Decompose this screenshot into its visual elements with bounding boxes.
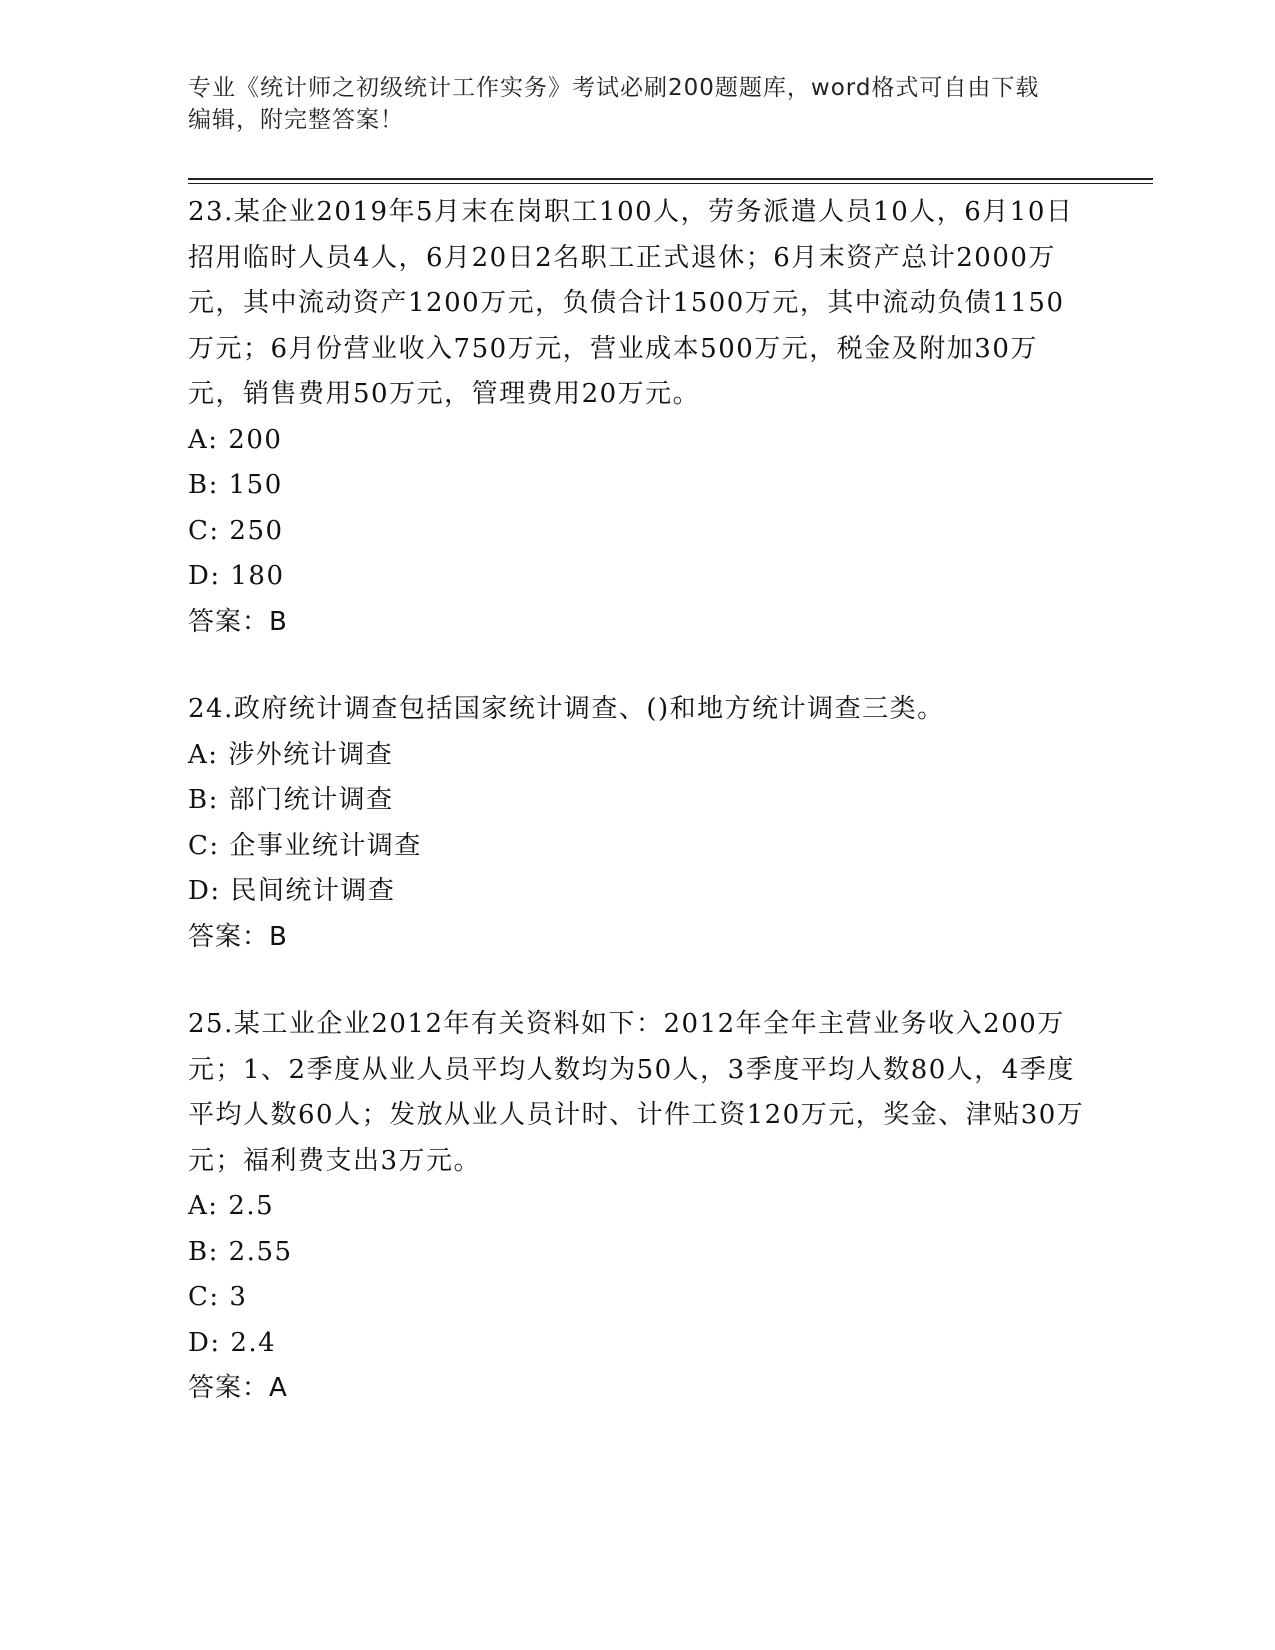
- answer-label: 答案：A: [188, 1373, 288, 1403]
- option-a: A: 涉外统计调查: [188, 739, 394, 770]
- answer-label: 答案：B: [188, 921, 288, 952]
- question-stem: 24.政府统计调查包括国家统计调查、()和地方统计调查三类。: [188, 694, 945, 724]
- question-25: [188, 1002, 1088, 1412]
- option-b: B: 部门统计调查: [188, 785, 394, 815]
- header-divider-thick: [188, 178, 1153, 180]
- option-d: D: 180: [188, 561, 285, 591]
- option-d: D: 民间统计调查: [188, 876, 396, 906]
- header-line-2: 编辑，附完整答案！: [188, 107, 404, 133]
- question-stem: 23.某企业2019年5月末在岗职工100人，劳务派遣人员10人，6月10日招用临时人员4人，6月20日2名职工正式退休；6月末资产总计2000万元，其中流动资产1200万元，负债合计1500万元，其中流动负债1150万元；6月份营业收入750万元，营业成本500万元，税金及附加30万元，销售费用50万元，管理费用20万元。: [188, 197, 1074, 409]
- option-a: A: 200: [188, 424, 283, 455]
- option-b: B: 150: [188, 470, 283, 500]
- document-header: [188, 72, 1088, 136]
- option-b: B: 2.55: [188, 1236, 293, 1267]
- option-c: C: 3: [188, 1282, 248, 1312]
- answer-label: 答案：B: [188, 606, 288, 637]
- question-24: [188, 687, 1088, 960]
- header-line-1: 专业《统计师之初级统计工作实务》考试必刷200题题库，word格式可自由下载: [188, 75, 1040, 101]
- question-stem: 25.某工业企业2012年有关资料如下：2012年全年主营业务收入200万元；1、2季度从业人员平均人数均为50人，3季度平均人数80人，4季度平均人数60人；发放从业人员计时、计件工资120万元，奖金、津贴30万元；福利费支出3万元。: [188, 1009, 1085, 1176]
- option-c: C: 企事业统计调查: [188, 830, 422, 861]
- question-list: [188, 190, 1088, 1454]
- option-c: C: 250: [188, 515, 284, 546]
- option-d: D: 2.4: [188, 1327, 277, 1358]
- header-divider-thin: [188, 183, 1153, 184]
- question-23: [188, 190, 1088, 645]
- option-a: A: 2.5: [188, 1191, 275, 1221]
